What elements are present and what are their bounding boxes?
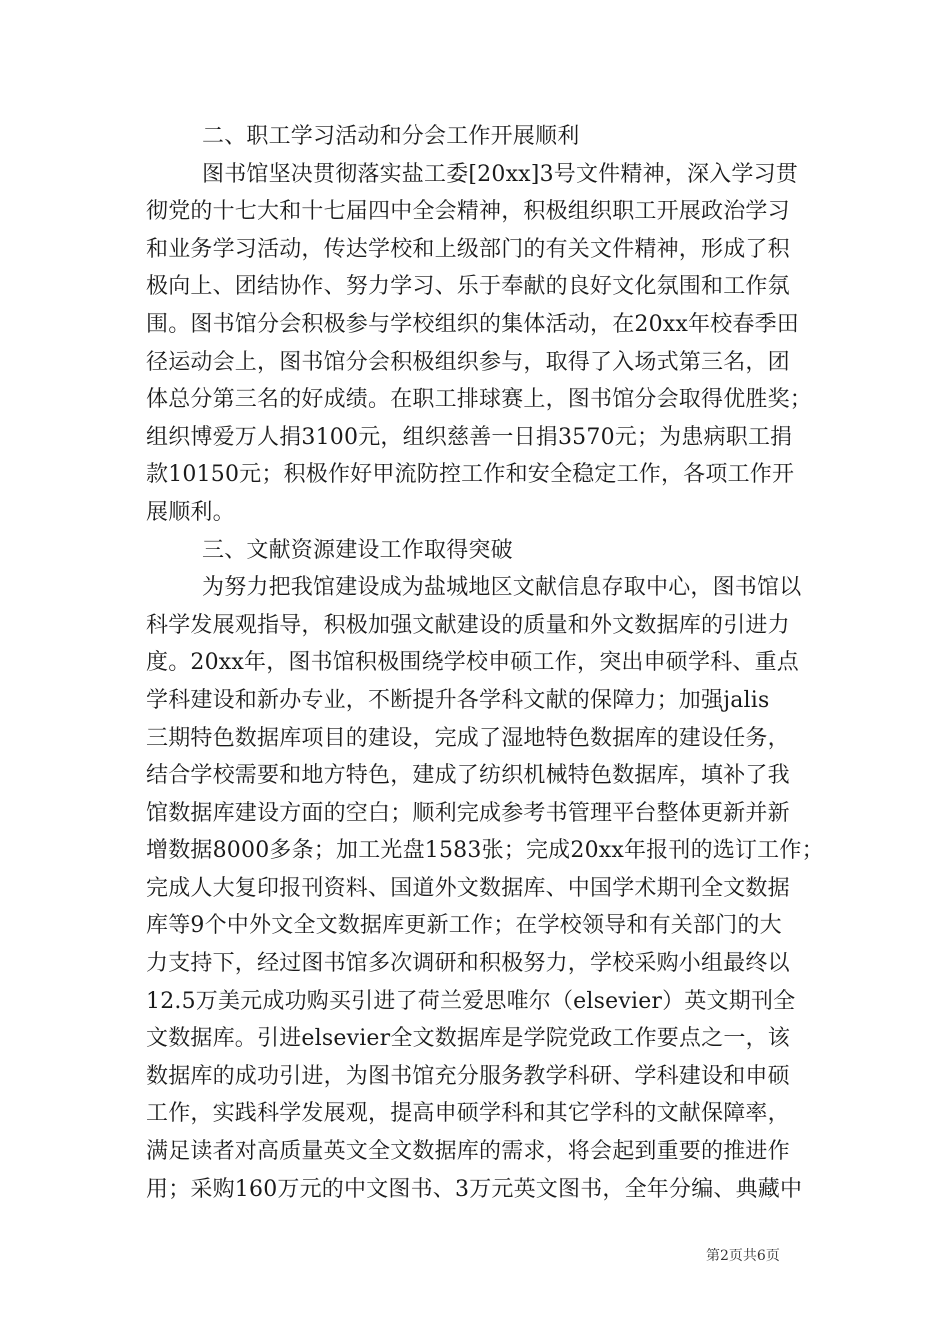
paragraph-line: 三期特色数据库项目的建设，完成了湿地特色数据库的建设任务，: [146, 725, 790, 751]
paragraph-line: 款10150元；积极作好甲流防控工作和安全稳定工作，各项工作开: [146, 462, 795, 488]
page-number-footer: 第2页共6页: [706, 1248, 780, 1264]
paragraph-line: 和业务学习活动，传达学校和上级部门的有关文件精神，形成了积: [146, 236, 790, 262]
paragraph-line: 满足读者对高质量英文全文数据库的需求，将会起到重要的推进作: [146, 1139, 790, 1165]
paragraph-line: 工作，实践科学发展观，提高申硕学科和其它学科的文献保障率，: [146, 1101, 790, 1127]
section-heading: 二、职工学习活动和分会工作开展顺利: [202, 124, 580, 149]
document-body: [146, 118, 824, 1208]
paragraph-line: 彻党的十七大和十七届四中全会精神，积极组织职工开展政治学习: [146, 199, 790, 225]
paragraph-line: 12.5万美元成功购买引进了荷兰爱思唯尔（elsevier）英文期刊全: [146, 988, 796, 1014]
paragraph-line: 组织博爱万人捐3100元，组织慈善一日捐3570元；为患病职工捐: [146, 424, 793, 450]
paragraph-line: 为努力把我馆建设成为盐城地区文献信息存取中心，图书馆以: [202, 575, 802, 601]
paragraph-line: 用；采购160万元的中文图书、3万元英文图书，全年分编、典藏中: [146, 1176, 803, 1202]
paragraph-line: 度。20xx年，图书馆积极围绕学校申硕工作，突出申硕学科、重点: [146, 650, 800, 676]
paragraph-line: 极向上、团结协作、努力学习、乐于奉献的良好文化氛围和工作氛: [146, 274, 790, 300]
paragraph-line: 围。图书馆分会积极参与学校组织的集体活动，在20xx年校春季田: [146, 311, 800, 337]
paragraph-line: 库等9个中外文全文数据库更新工作；在学校领导和有关部门的大: [146, 913, 782, 939]
paragraph-line: 增数据8000多条；加工光盘1583张；完成20xx年报刊的选订工作；: [146, 838, 824, 864]
paragraph-line: 完成人大复印报刊资料、国道外文数据库、中国学术期刊全文数据: [146, 875, 790, 901]
paragraph-line: 力支持下，经过图书馆多次调研和积极努力，学校采购小组最终以: [146, 951, 790, 977]
paragraph-line: 图书馆坚决贯彻落实盐工委[20xx]3号文件精神，深入学习贯: [202, 161, 798, 187]
paragraph-line: 馆数据库建设方面的空白；顺利完成参考书管理平台整体更新并新: [146, 800, 790, 826]
paragraph-line: 数据库的成功引进，为图书馆充分服务教学科研、学科建设和申硕: [146, 1063, 790, 1089]
paragraph-line: 文数据库。引进elsevier全文数据库是学院党政工作要点之一，该: [146, 1026, 790, 1052]
paragraph-line: 科学发展观指导，积极加强文献建设的质量和外文数据库的引进力: [146, 612, 790, 638]
paragraph-line: 体总分第三名的好成绩。在职工排球赛上，图书馆分会取得优胜奖；: [146, 387, 813, 413]
paragraph-line: 学科建设和新办专业，不断提升各学科文献的保障力；加强jalis: [146, 687, 770, 713]
paragraph-line: 结合学校需要和地方特色，建成了纺织机械特色数据库，填补了我: [146, 763, 790, 789]
paragraph-line: 展顺利。: [146, 499, 235, 525]
section-heading: 三、文献资源建设工作取得突破: [202, 537, 513, 563]
paragraph-line: 径运动会上，图书馆分会积极组织参与，取得了入场式第三名，团: [146, 349, 790, 375]
